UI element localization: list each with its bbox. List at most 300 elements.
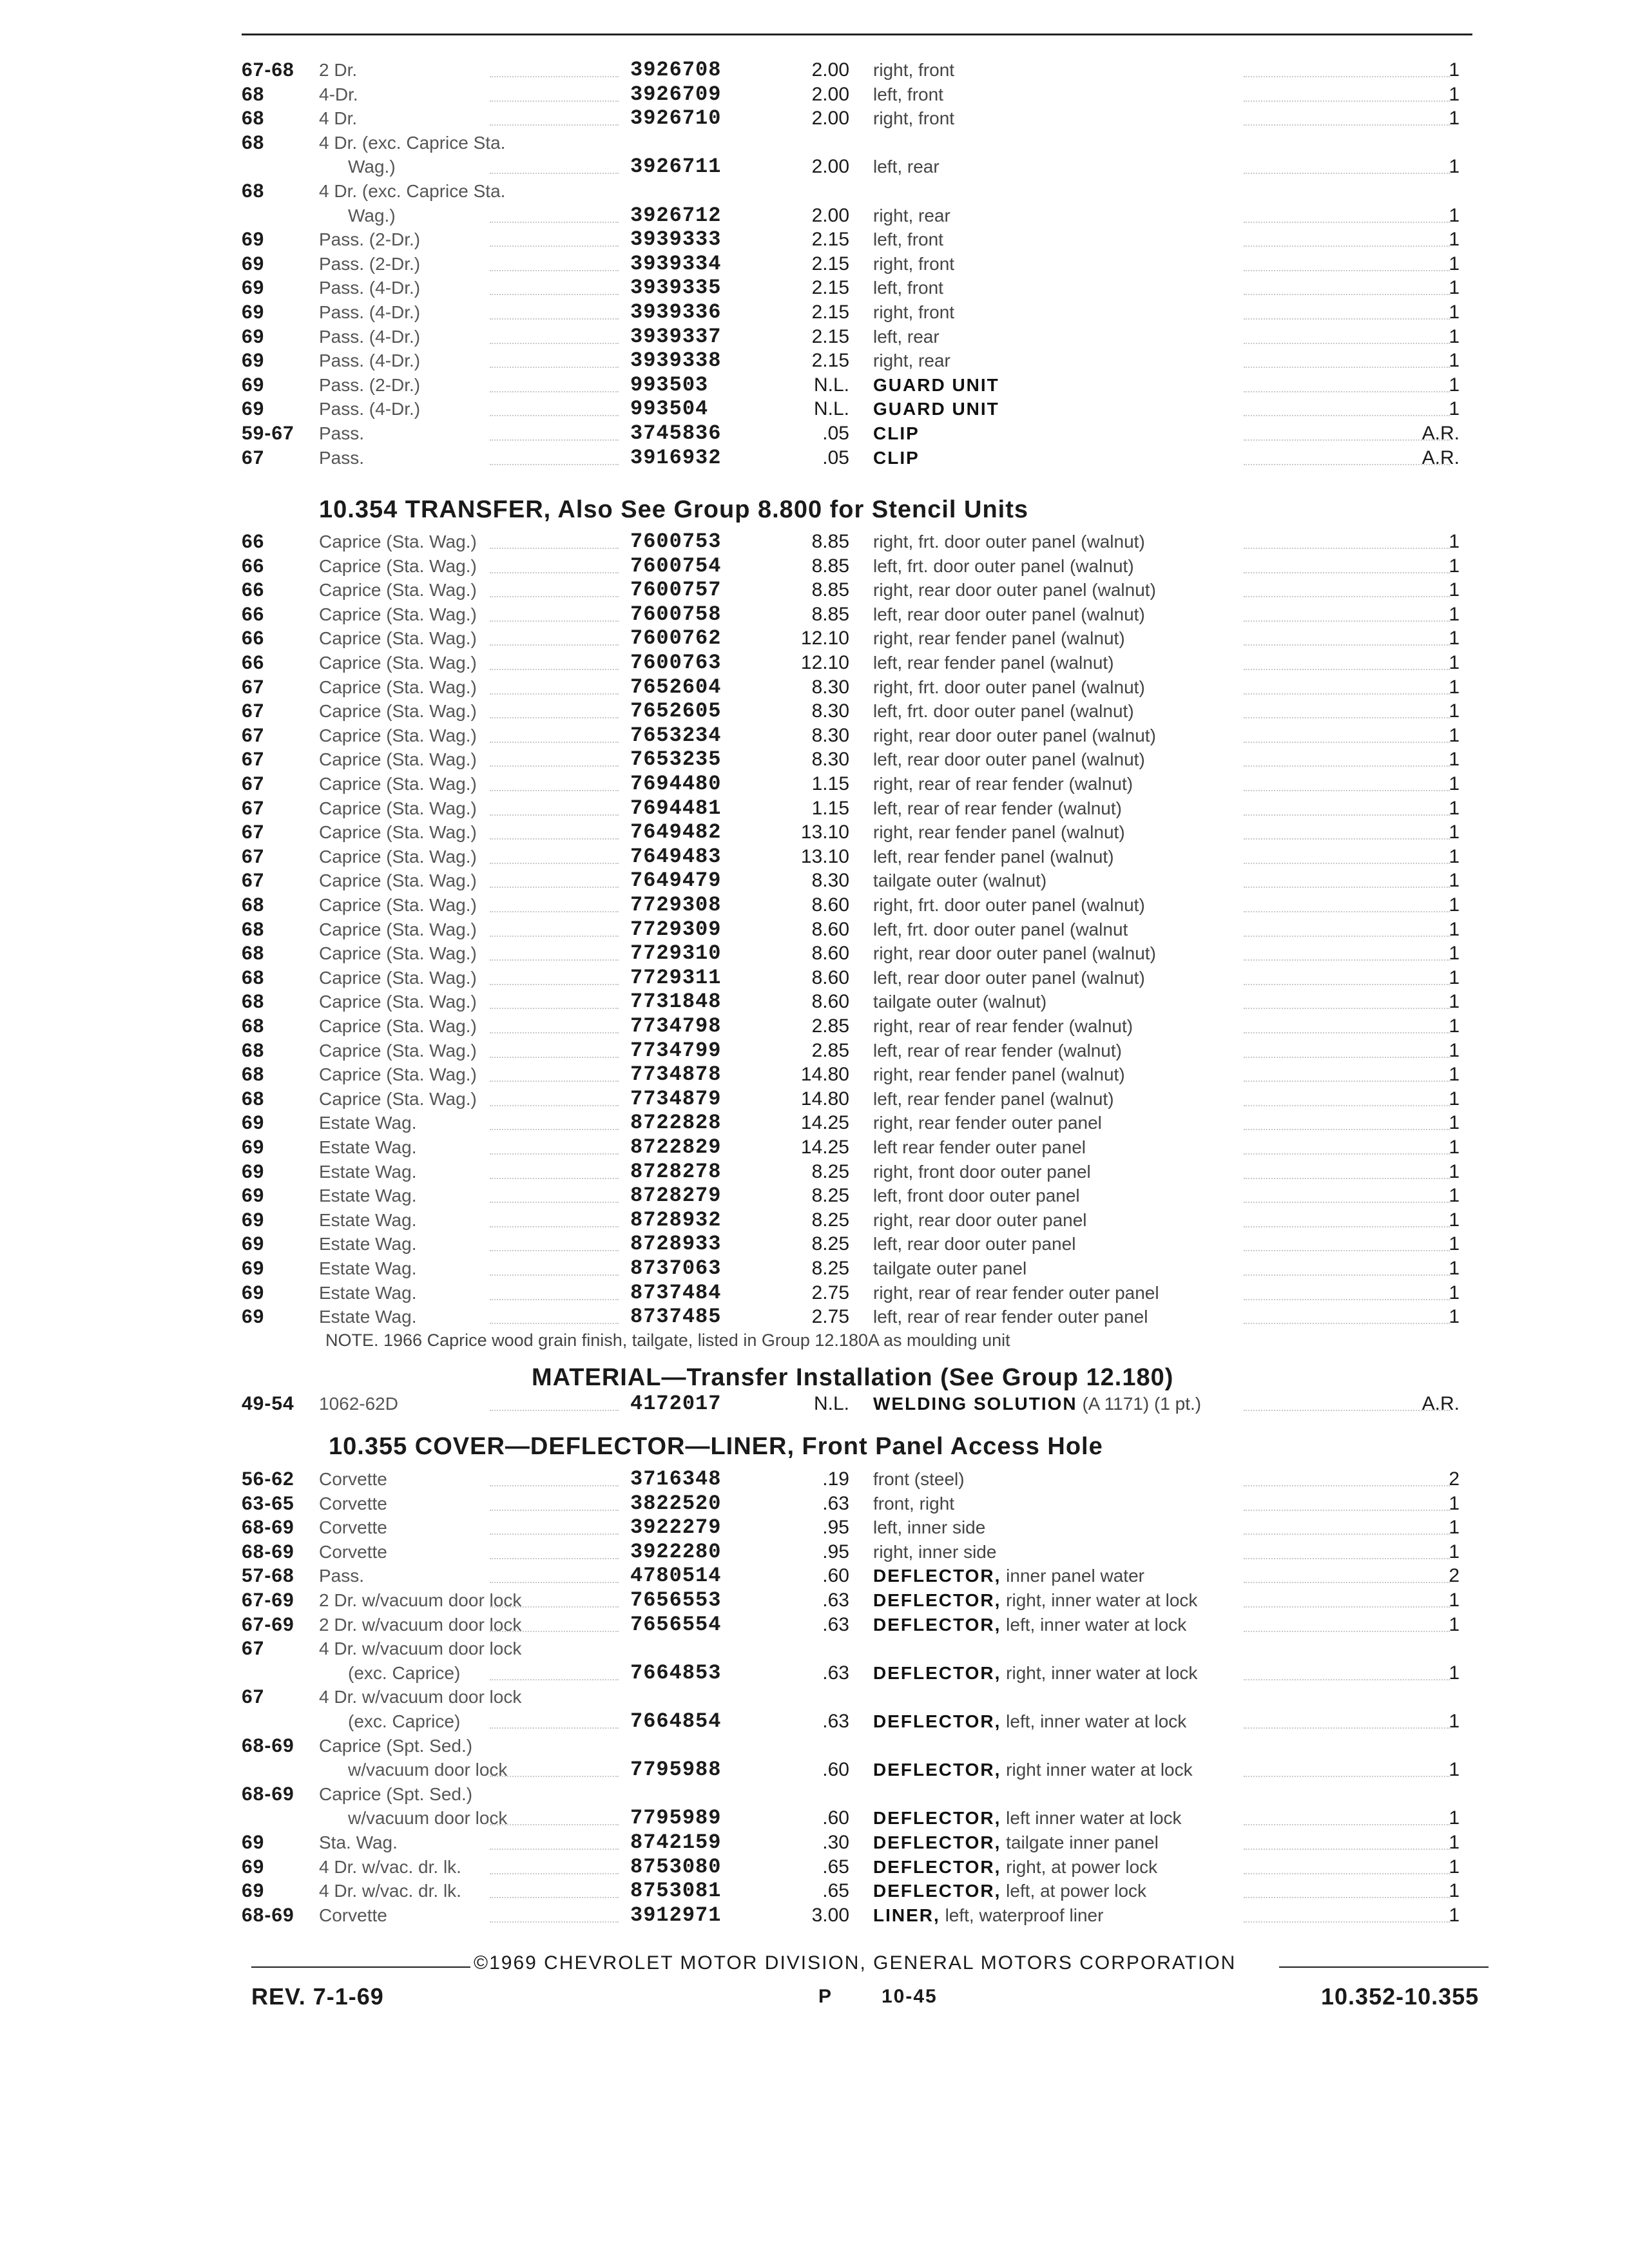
quantity: 1 — [1449, 918, 1460, 940]
list-price: .30 — [822, 1832, 849, 1853]
list-price: 2.15 — [811, 325, 849, 347]
model-description: Estate Wag. — [319, 1161, 417, 1182]
model-description: Pass. (4-Dr.) — [319, 351, 421, 371]
model-years: 69 — [242, 374, 265, 396]
part-number: 8728279 — [630, 1184, 722, 1208]
quantity: 1 — [1449, 1711, 1460, 1732]
dot-leader — [490, 693, 619, 718]
part-number: 7600762 — [630, 626, 722, 651]
model-description: Caprice (Sta. Wag.) — [319, 798, 477, 818]
part-name: DEFLECTOR, — [873, 1760, 1001, 1780]
dot-leader — [490, 1897, 619, 1923]
list-price: .95 — [822, 1517, 849, 1539]
dot-leader — [1244, 1250, 1450, 1276]
part-description: right, rear door outer panel (walnut) — [873, 580, 1156, 601]
model-description: Pass. — [319, 1566, 365, 1586]
part-number: 7652604 — [630, 675, 722, 699]
quantity: 1 — [1449, 398, 1460, 420]
list-price: .63 — [822, 1613, 849, 1635]
model-description: (exc. Caprice) — [348, 1662, 461, 1683]
part-number: 3716348 — [630, 1467, 722, 1491]
dot-leader — [490, 1606, 619, 1632]
model-description: Corvette — [319, 1517, 387, 1538]
model-description: Corvette — [319, 1493, 387, 1514]
list-price: 8.85 — [811, 531, 849, 552]
dot-leader — [1244, 439, 1450, 465]
list-price: .05 — [822, 447, 849, 468]
part-description: right, frt. door outer panel (walnut) — [873, 895, 1145, 915]
quantity: 1 — [1449, 1088, 1460, 1110]
part-description: right, rear fender panel (walnut) — [873, 628, 1125, 649]
part-number: 8728933 — [630, 1232, 722, 1256]
part-description — [873, 1392, 1201, 1416]
dot-leader — [1244, 1509, 1450, 1535]
dot-leader — [490, 1872, 619, 1898]
quantity: 1 — [1449, 1064, 1460, 1086]
model-years: 59-67 — [242, 423, 294, 444]
model-description: Estate Wag. — [319, 1209, 417, 1230]
quantity: 1 — [1449, 108, 1460, 130]
list-price: 2.75 — [811, 1282, 849, 1303]
dot-leader — [1244, 245, 1450, 271]
dot-leader — [490, 862, 619, 888]
list-price: 8.85 — [811, 555, 849, 577]
part-description: left, rear fender panel (walnut) — [873, 846, 1114, 867]
list-price: 2.00 — [811, 156, 849, 178]
part-number: 7734799 — [630, 1038, 722, 1062]
model-description: 4 Dr. w/vacuum door lock — [319, 1639, 522, 1659]
part-number: 3939335 — [630, 276, 722, 300]
model-description: 1062-62D — [319, 1394, 398, 1414]
dot-leader — [490, 1703, 619, 1729]
part-number: 8742159 — [630, 1831, 722, 1854]
model-description: 4 Dr. w/vac. dr. lk. — [319, 1856, 461, 1877]
dot-leader — [1244, 1032, 1450, 1058]
quantity: 1 — [1449, 555, 1460, 577]
dot-leader — [490, 644, 619, 670]
model-description: Caprice (Sta. Wag.) — [319, 943, 477, 964]
part-name: DEFLECTOR, — [873, 1808, 1001, 1829]
list-price: .05 — [822, 423, 849, 444]
dot-leader — [490, 1557, 619, 1583]
model-description: Caprice (Spt. Sed.) — [319, 1783, 473, 1804]
list-price: 13.10 — [800, 845, 849, 867]
list-price: 2.15 — [811, 302, 849, 323]
dot-leader — [490, 367, 619, 392]
model-description: Caprice (Sta. Wag.) — [319, 967, 477, 988]
dot-leader — [1244, 1225, 1450, 1251]
dot-leader — [1244, 390, 1450, 416]
model-description: Caprice (Sta. Wag.) — [319, 1064, 477, 1085]
list-price: 8.85 — [811, 603, 849, 625]
part-number: 7600763 — [630, 651, 722, 675]
model-description: Caprice (Sta. Wag.) — [319, 555, 477, 576]
part-number: 7600754 — [630, 553, 722, 578]
list-price: 2.85 — [811, 1015, 849, 1037]
list-price: 2.75 — [811, 1306, 849, 1328]
quantity: 1 — [1449, 700, 1460, 722]
quantity: 1 — [1449, 797, 1460, 819]
dot-leader — [1244, 1606, 1450, 1632]
parts-row — [0, 106, 1629, 131]
dot-leader — [1244, 1582, 1450, 1608]
part-description: right, rear of rear fender (walnut) — [873, 774, 1133, 794]
dot-leader — [1244, 959, 1450, 985]
model-description: Caprice (Sta. Wag.) — [319, 992, 477, 1012]
dot-leader — [490, 887, 619, 912]
list-price: N.L. — [813, 398, 849, 420]
list-price: 14.25 — [800, 1112, 849, 1134]
dot-leader — [490, 548, 619, 573]
part-name: DEFLECTOR, — [873, 1881, 1001, 1901]
copyright-line: ©1969 CHEVROLET MOTOR DIVISION, GENERAL MOTORS CORPORATION — [474, 1952, 1237, 1974]
dot-leader — [1244, 717, 1450, 743]
dot-leader — [490, 1153, 619, 1179]
model-years: 69 — [242, 1258, 265, 1279]
part-description: right, frt. door outer panel (walnut) — [873, 677, 1145, 697]
part-number: 7729311 — [630, 965, 722, 990]
model-years: 57-68 — [242, 1565, 294, 1587]
part-description: left, front — [873, 278, 943, 298]
list-price: 8.60 — [811, 991, 849, 1013]
part-number: 7734798 — [630, 1014, 722, 1038]
part-description: left, rear door outer panel — [873, 1234, 1076, 1254]
model-description: Caprice (Sta. Wag.) — [319, 1016, 477, 1036]
parts-row — [0, 1903, 1629, 1928]
dot-leader — [490, 197, 619, 223]
part-number: 7649479 — [630, 869, 722, 893]
part-number: 7694481 — [630, 796, 722, 820]
dot-leader — [1244, 1655, 1450, 1680]
part-number: 7731848 — [630, 990, 722, 1014]
dot-leader — [1244, 367, 1450, 392]
part-number: 8753080 — [630, 1854, 722, 1879]
part-description: right, rear fender panel (walnut) — [873, 1064, 1125, 1085]
list-price: 12.10 — [800, 628, 849, 649]
model-description: Caprice (Sta. Wag.) — [319, 628, 477, 649]
model-description: Caprice (Sta. Wag.) — [319, 822, 477, 843]
part-number: 3926709 — [630, 82, 722, 106]
part-description — [873, 1588, 1197, 1613]
dot-leader — [1244, 765, 1450, 791]
dot-leader — [490, 1751, 619, 1777]
model-description: Sta. Wag. — [319, 1832, 398, 1852]
parts-row — [0, 1709, 1629, 1734]
dot-leader — [490, 76, 619, 102]
part-detail: right inner water at lock — [1006, 1760, 1193, 1780]
model-description: Caprice (Sta. Wag.) — [319, 725, 477, 745]
list-price: 8.60 — [811, 918, 849, 940]
parts-row — [0, 1613, 1629, 1637]
part-description: left, frt. door outer panel (walnut) — [873, 701, 1134, 722]
dot-leader — [490, 814, 619, 840]
dot-leader — [490, 523, 619, 549]
dot-leader — [1244, 1008, 1450, 1033]
model-description: Caprice (Sta. Wag.) — [319, 895, 477, 915]
part-number: 3745836 — [630, 421, 722, 445]
dot-leader — [1244, 269, 1450, 295]
quantity: 1 — [1449, 1590, 1460, 1611]
quantity: 1 — [1449, 724, 1460, 746]
quantity: 1 — [1449, 1209, 1460, 1231]
list-price: 8.25 — [811, 1233, 849, 1255]
part-description: right, rear door outer panel — [873, 1209, 1087, 1230]
model-years: 68 — [242, 943, 265, 965]
model-description: Corvette — [319, 1469, 387, 1489]
list-price: 1.15 — [811, 773, 849, 794]
model-years: 66 — [242, 628, 265, 649]
quantity: 1 — [1449, 579, 1460, 601]
part-description: right, rear of rear fender (walnut) — [873, 1016, 1133, 1036]
dot-leader — [490, 415, 619, 441]
part-number: 993504 — [630, 397, 709, 421]
model-years: 67 — [242, 1686, 265, 1708]
part-detail: right, inner water at lock — [1006, 1662, 1198, 1683]
part-number: 7653235 — [630, 747, 722, 772]
dot-leader — [490, 1081, 619, 1106]
model-years: 63-65 — [242, 1492, 294, 1514]
list-price: 2.15 — [811, 253, 849, 274]
model-years: 69 — [242, 1209, 265, 1231]
part-detail: left inner water at lock — [1006, 1808, 1182, 1829]
model-description: Caprice (Sta. Wag.) — [319, 774, 477, 794]
quantity: 1 — [1449, 350, 1460, 372]
model-years: 69 — [242, 350, 265, 372]
part-number: 7656553 — [630, 1588, 722, 1612]
model-description: Wag.) — [348, 205, 396, 226]
dot-leader — [490, 983, 619, 1009]
part-description: right, front — [873, 302, 955, 322]
list-price: 2.15 — [811, 277, 849, 299]
part-description: left, rear door outer panel (walnut) — [873, 604, 1145, 624]
model-years: 67 — [242, 773, 265, 794]
dot-leader — [490, 1129, 619, 1155]
part-number: 3922279 — [630, 1515, 722, 1540]
part-description: left, frt. door outer panel (walnut — [873, 919, 1128, 939]
part-number: 3939334 — [630, 251, 722, 276]
dot-leader — [1244, 1129, 1450, 1155]
model-years: 69 — [242, 1282, 265, 1303]
footer-rule-left — [251, 1966, 470, 1968]
dot-leader — [490, 269, 619, 295]
model-description: Caprice (Sta. Wag.) — [319, 677, 477, 697]
page-number: 10-45 — [882, 1986, 938, 2007]
quantity: 2 — [1449, 1468, 1460, 1490]
model-years: 67 — [242, 822, 265, 843]
list-price: 8.25 — [811, 1209, 849, 1231]
dot-leader — [1244, 1751, 1450, 1777]
model-description: Pass. (2-Dr.) — [319, 229, 421, 250]
model-description: Caprice (Sta. Wag.) — [319, 749, 477, 770]
part-number: 8722829 — [630, 1135, 722, 1159]
part-name: WELDING SOLUTION — [873, 1394, 1077, 1414]
list-price: 8.30 — [811, 700, 849, 722]
model-description: Wag.) — [348, 157, 396, 177]
quantity: 1 — [1449, 1233, 1460, 1255]
dot-leader — [490, 1800, 619, 1825]
part-detail: left, inner water at lock — [1006, 1711, 1187, 1731]
dot-leader — [490, 1177, 619, 1203]
part-description: left, front — [873, 84, 943, 104]
dot-leader — [490, 1509, 619, 1535]
dot-leader — [490, 838, 619, 864]
dot-leader — [1244, 790, 1450, 816]
dot-leader — [490, 439, 619, 465]
dot-leader — [490, 390, 619, 416]
quantity: 1 — [1449, 603, 1460, 625]
model-description: 4 Dr. w/vac. dr. lk. — [319, 1881, 461, 1901]
footer-rule-right — [1279, 1966, 1489, 1968]
part-name: CLIP — [873, 447, 920, 468]
model-years: 68 — [242, 108, 265, 130]
part-description — [873, 446, 920, 470]
model-description: Corvette — [319, 1541, 387, 1562]
part-description: tailgate outer (walnut) — [873, 870, 1047, 891]
revision-date: REV. 7-1-69 — [251, 1983, 384, 2010]
list-price: 2.15 — [811, 229, 849, 251]
dot-leader — [490, 245, 619, 271]
dot-leader — [1244, 1824, 1450, 1850]
dot-leader — [1244, 1104, 1450, 1130]
part-number: 7734879 — [630, 1086, 722, 1111]
part-number: 7652605 — [630, 699, 722, 724]
part-detail: left, at power lock — [1006, 1881, 1147, 1901]
part-number: 7664853 — [630, 1660, 722, 1685]
dot-leader — [490, 1849, 619, 1874]
dot-leader — [490, 717, 619, 743]
parts-row — [0, 1661, 1629, 1686]
part-number: 3939338 — [630, 349, 722, 373]
quantity: 1 — [1449, 1185, 1460, 1207]
dot-leader — [490, 1104, 619, 1130]
dot-leader — [1244, 221, 1450, 247]
quantity: 1 — [1449, 652, 1460, 673]
parts-row — [0, 1392, 1629, 1416]
model-years: 67-69 — [242, 1613, 294, 1635]
dot-leader — [1244, 548, 1450, 573]
quantity: 1 — [1449, 1112, 1460, 1134]
dot-leader — [490, 765, 619, 791]
part-description: left, rear of rear fender outer panel — [873, 1307, 1148, 1327]
model-description: 4 Dr. w/vacuum door lock — [319, 1687, 522, 1707]
model-years: 68-69 — [242, 1541, 294, 1562]
list-price: 8.60 — [811, 894, 849, 916]
part-name: DEFLECTOR, — [873, 1566, 1001, 1586]
model-years: 68 — [242, 1039, 265, 1061]
model-description: 2 Dr. w/vacuum door lock — [319, 1614, 522, 1635]
quantity: 1 — [1449, 822, 1460, 843]
list-price: 8.30 — [811, 749, 849, 771]
model-years: 68 — [242, 83, 265, 105]
part-number: 7795988 — [630, 1758, 722, 1782]
model-years: 69 — [242, 1856, 265, 1878]
model-description: (exc. Caprice) — [348, 1711, 461, 1731]
model-years: 66 — [242, 579, 265, 601]
part-number: 7729309 — [630, 917, 722, 941]
dot-leader — [1244, 838, 1450, 864]
dot-leader — [1244, 100, 1450, 126]
dot-leader — [490, 318, 619, 344]
part-number: 3939336 — [630, 300, 722, 324]
dot-leader — [490, 1485, 619, 1511]
quantity: A.R. — [1422, 1393, 1460, 1414]
model-description: Estate Wag. — [319, 1234, 417, 1254]
part-number: 7694480 — [630, 772, 722, 796]
model-description: Caprice (Sta. Wag.) — [319, 580, 477, 601]
dot-leader — [490, 1225, 619, 1251]
group-range: 10.352-10.355 — [1321, 1983, 1480, 2010]
list-price: .95 — [822, 1541, 849, 1562]
model-description: w/vacuum door lock — [348, 1760, 508, 1780]
list-price: .63 — [822, 1590, 849, 1611]
model-description: Pass. (2-Dr.) — [319, 374, 421, 395]
list-price: 1.15 — [811, 797, 849, 819]
dot-leader — [490, 1385, 619, 1411]
part-description: left, rear of rear fender (walnut) — [873, 1040, 1122, 1061]
list-price: 13.10 — [800, 822, 849, 843]
part-description — [873, 373, 999, 398]
model-years: 66 — [242, 555, 265, 577]
part-number: 8728278 — [630, 1159, 722, 1184]
list-price: 2.00 — [811, 83, 849, 105]
dot-leader — [1244, 1703, 1450, 1729]
quantity: 1 — [1449, 966, 1460, 988]
model-description: Caprice (Sta. Wag.) — [319, 870, 477, 891]
dot-leader — [490, 1655, 619, 1680]
model-years: 67 — [242, 797, 265, 819]
quantity: 1 — [1449, 1541, 1460, 1562]
part-detail: left, waterproof liner — [945, 1905, 1104, 1925]
quantity: 1 — [1449, 1904, 1460, 1926]
part-description — [873, 1613, 1186, 1637]
dot-leader — [1244, 1153, 1450, 1179]
part-description — [873, 1564, 1144, 1588]
dot-leader — [490, 1056, 619, 1082]
part-description — [873, 1758, 1193, 1782]
model-years: 69 — [242, 1137, 265, 1158]
model-years: 67 — [242, 676, 265, 698]
list-price: N.L. — [813, 374, 849, 396]
dot-leader — [1244, 52, 1450, 77]
part-description: right, frt. door outer panel (walnut) — [873, 532, 1145, 552]
list-price: 8.25 — [811, 1160, 849, 1182]
model-years: 69 — [242, 1185, 265, 1207]
list-price: .19 — [822, 1468, 849, 1490]
model-description: Estate Wag. — [319, 1113, 417, 1133]
model-years: 66 — [242, 531, 265, 552]
dot-leader — [490, 294, 619, 320]
quantity: 1 — [1449, 749, 1460, 771]
model-description: Caprice (Sta. Wag.) — [319, 1040, 477, 1061]
model-years: 49-54 — [242, 1393, 294, 1414]
quantity: 1 — [1449, 845, 1460, 867]
part-number: 8737063 — [630, 1256, 722, 1280]
model-years: 66 — [242, 603, 265, 625]
part-number: 7653234 — [630, 723, 722, 747]
section-heading: 10.354 TRANSFER, Also See Group 8.800 for Stencil Units — [319, 496, 1029, 523]
quantity: A.R. — [1422, 447, 1460, 468]
parts-row — [0, 446, 1629, 470]
quantity: A.R. — [1422, 423, 1460, 444]
model-years: 68 — [242, 991, 265, 1013]
list-price: .65 — [822, 1880, 849, 1902]
dot-leader — [490, 572, 619, 597]
part-description: left, rear door outer panel (walnut) — [873, 967, 1145, 988]
part-name: GUARD UNIT — [873, 374, 999, 395]
dot-leader — [1244, 1897, 1450, 1923]
model-description: Pass. — [319, 423, 365, 443]
dot-leader — [490, 1250, 619, 1276]
